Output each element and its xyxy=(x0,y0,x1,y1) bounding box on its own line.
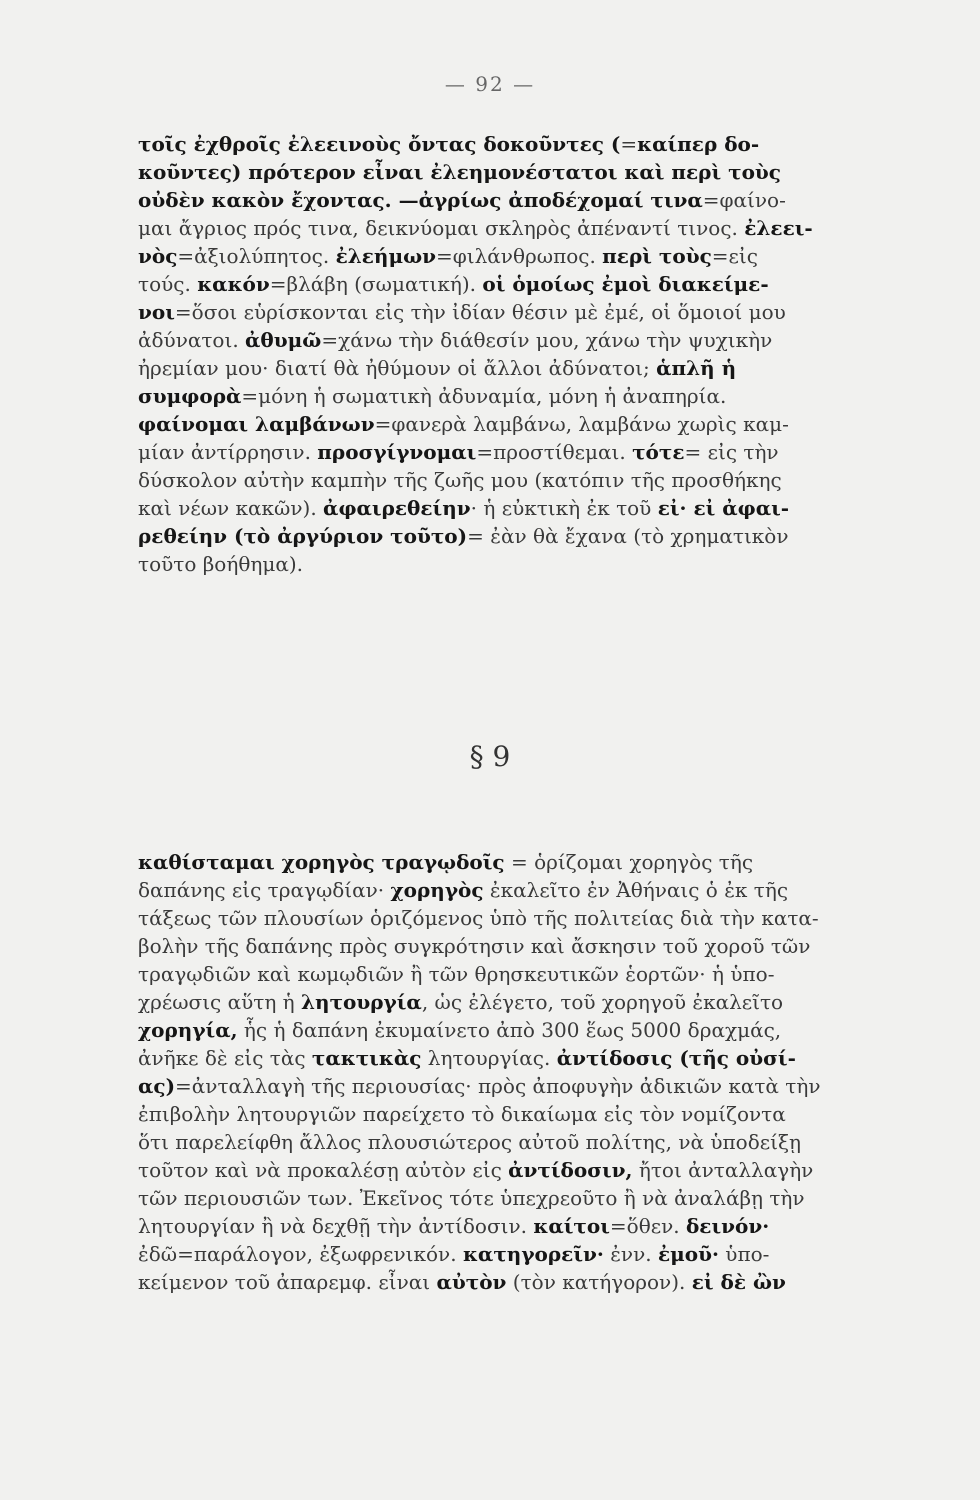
lemma-term: συμφορὰ xyxy=(138,384,242,408)
lemma-term: ἀθυμῶ xyxy=(245,328,322,352)
text-line xyxy=(138,1072,908,1100)
text-line xyxy=(138,1268,908,1296)
gloss-text: = ὁρίζομαι χορηγὸς τῆς xyxy=(504,850,754,874)
gloss-text: ἤτοι ἀνταλλαγὴν xyxy=(632,1158,814,1182)
text-line xyxy=(138,904,908,932)
gloss-text: μίαν ἀντίρρησιν. xyxy=(138,440,318,464)
commentary-block-2 xyxy=(138,848,908,1296)
text-line xyxy=(138,298,908,326)
lemma-term: κοῦντες) πρότερον εἶναι ἐλεημονέστατοι καὶ περὶ τοὺς xyxy=(138,160,781,184)
text-line xyxy=(138,1240,908,1268)
text-line xyxy=(138,466,908,494)
text-line xyxy=(138,1184,908,1212)
text-line xyxy=(138,1156,908,1184)
gloss-text: τάξεως τῶν πλουσίων ὁριζόμενος ὑπὸ τῆς πολιτείας διὰ τὴν κατα- xyxy=(138,906,819,930)
text-line xyxy=(138,214,908,242)
text-line xyxy=(138,494,908,522)
gloss-text: τούς. xyxy=(138,272,198,296)
text-line xyxy=(138,988,908,1016)
lemma-term: αὐτὸν xyxy=(436,1270,507,1294)
gloss-text: · ἡ εὐκτικὴ ἐκ τοῦ xyxy=(470,496,658,520)
lemma-term: καίπερ δο- xyxy=(637,132,760,156)
gloss-text: = εἰς τὴν xyxy=(684,440,779,464)
gloss-text: δύσκολον αὐτὴν καμπὴν τῆς ζωῆς μου (κατόπιν τῆς προσθήκης xyxy=(138,468,782,492)
text-line xyxy=(138,354,908,382)
gloss-text: =χάνω τὴν διάθεσίν μου, χάνω τὴν ψυχικὴν xyxy=(321,328,773,352)
lemma-term: ἁπλῆ ἡ xyxy=(656,356,737,380)
lemma-term: εἰ δὲ ὢν xyxy=(691,1270,786,1294)
gloss-text: =ἀξιολύπητος. xyxy=(177,244,336,268)
text-line xyxy=(138,876,908,904)
gloss-text: =μόνη ἡ σωματικὴ ἀδυναμία, μόνη ἡ ἀναπηρία. xyxy=(241,384,727,408)
text-line xyxy=(138,1212,908,1240)
text-line xyxy=(138,130,908,158)
text-line xyxy=(138,932,908,960)
gloss-text: ὅτι παρελείφθη ἄλλος πλουσιώτερος αὐτοῦ πολίτης, νὰ ὑποδείξῃ xyxy=(138,1130,801,1154)
lemma-term: χορηγὸς xyxy=(390,878,484,902)
gloss-text: =προστίθεμαι. xyxy=(476,440,633,464)
gloss-text: ἐπιβολὴν λητουργιῶν παρείχετο τὸ δικαίωμα εἰς τὸν νομίζοντα xyxy=(138,1102,786,1126)
text-line xyxy=(138,550,908,578)
text-line xyxy=(138,410,908,438)
gloss-text: ἀνῆκε δὲ εἰς τὰς xyxy=(138,1046,312,1070)
lemma-term: ας) xyxy=(138,1074,176,1098)
gloss-text: =φανερὰ λαμβάνω, λαμβάνω χωρὶς καμ- xyxy=(374,412,789,436)
lemma-term: ἀφαιρεθείην xyxy=(323,496,471,520)
lemma-term: οὐδὲν κακὸν ἔχοντας. —ἀγρίως ἀποδέχομαί τινα xyxy=(138,188,703,212)
gloss-text: κείμενον τοῦ ἀπαρεμφ. εἶναι xyxy=(138,1270,437,1294)
gloss-text: =ἀνταλλαγὴ τῆς περιουσίας· πρὸς ἀποφυγὴν ἀδικιῶν κατὰ τὴν xyxy=(175,1074,821,1098)
lemma-term: νοι xyxy=(138,300,175,324)
gloss-text: λητουργίας. xyxy=(421,1046,557,1070)
gloss-text: ὑπο- xyxy=(718,1242,770,1266)
text-line xyxy=(138,848,908,876)
lemma-term: νὸς xyxy=(138,244,178,268)
gloss-text: δαπάνης εἰς τραγῳδίαν· xyxy=(138,878,391,902)
text-line xyxy=(138,438,908,466)
section-heading: § 9 xyxy=(469,740,511,773)
lemma-term: χορηγία, xyxy=(138,1018,238,1042)
text-line xyxy=(138,326,908,354)
lemma-term: ἐμοῦ· xyxy=(657,1242,719,1266)
gloss-text: ἠρεμίαν μου· διατί θὰ ἠθύμουν οἱ ἄλλοι ἀδύνατοι; xyxy=(138,356,657,380)
commentary-block-1 xyxy=(138,130,908,578)
lemma-term: τοῖς ἐχθροῖς ἐλεεινοὺς ὄντας δοκοῦντες ( xyxy=(138,132,621,156)
lemma-term: εἰ· εἰ ἀφαι- xyxy=(657,496,790,520)
text-line xyxy=(138,1100,908,1128)
text-line xyxy=(138,1016,908,1044)
gloss-text: =βλάβη (σωματική). xyxy=(269,272,483,296)
text-line xyxy=(138,960,908,988)
lemma-term: καθίσταμαι χορηγὸς τραγῳδοῖς xyxy=(138,850,505,874)
text-line xyxy=(138,1044,908,1072)
gloss-text: =ὅθεν. xyxy=(609,1214,686,1238)
gloss-text: , ὡς ἐλέγετο, τοῦ χορηγοῦ ἐκαλεῖτο xyxy=(421,990,784,1014)
gloss-text: = ἐὰν θὰ ἔχανα (τὸ χρηματικὸν xyxy=(467,524,789,548)
lemma-term: φαίνομαι λαμβάνων xyxy=(138,412,375,436)
lemma-term: λητουργία xyxy=(301,990,422,1014)
lemma-term: καίτοι xyxy=(533,1214,610,1238)
gloss-text: = xyxy=(620,132,638,156)
gloss-text: =φιλάνθρωπος. xyxy=(436,244,603,268)
lemma-term: περὶ τοὺς xyxy=(602,244,712,268)
text-line xyxy=(138,186,908,214)
text-line xyxy=(138,242,908,270)
gloss-text: ἐδῶ=παράλογον, ἐξωφρενικόν. xyxy=(138,1242,463,1266)
lemma-term: τότε xyxy=(632,440,685,464)
lemma-term: οἱ ὁμοίως ἐμοὶ διακείμε- xyxy=(482,272,769,296)
text-line xyxy=(138,1128,908,1156)
lemma-term: ἀντίδοσιν, xyxy=(508,1158,633,1182)
gloss-text: βολὴν τῆς δαπάνης πρὸς συγκρότησιν καὶ ἄσκησιν τοῦ χοροῦ τῶν xyxy=(138,934,811,958)
lemma-term: ἐλεει- xyxy=(744,216,813,240)
text-line xyxy=(138,522,908,550)
gloss-text: ἀδύνατοι. xyxy=(138,328,246,352)
lemma-term: κατηγορεῖν· xyxy=(462,1242,604,1266)
gloss-text: τοῦτο βοήθημα). xyxy=(138,552,303,576)
lemma-term: τακτικὰς xyxy=(311,1046,422,1070)
text-line xyxy=(138,158,908,186)
gloss-text: τραγῳδιῶν καὶ κωμῳδιῶν ἢ τῶν θρησκευτικῶν ἑορτῶν· ἡ ὑπο- xyxy=(138,962,775,986)
lemma-term: κακόν xyxy=(197,272,270,296)
gloss-text: χρέωσις αὕτη ἡ xyxy=(138,990,302,1014)
text-line xyxy=(138,270,908,298)
gloss-text: (τὸν κατήγορον). xyxy=(506,1270,692,1294)
page-number: — 92 — xyxy=(444,72,536,96)
gloss-text: ἐκαλεῖτο ἐν Ἀθήναις ὁ ἐκ τῆς xyxy=(483,878,789,902)
lemma-term: δεινόν· xyxy=(685,1214,770,1238)
gloss-text: μαι ἄγριος πρός τινα, δεικνύομαι σκληρὸς ἀπέναντί τινος. xyxy=(138,216,745,240)
gloss-text: καὶ νέων κακῶν). xyxy=(138,496,324,520)
lemma-term: ρεθείην (τὸ ἀργύριον τοῦτο) xyxy=(138,524,468,548)
lemma-term: προσγίγνομαι xyxy=(317,440,477,464)
gloss-text: ἧς ἡ δαπάνη ἐκυμαίνετο ἀπὸ 300 ἕως 5000 δραχμάς, xyxy=(237,1018,782,1042)
gloss-text: λητουργίαν ἢ νὰ δεχθῇ τὴν ἀντίδοσιν. xyxy=(138,1214,534,1238)
lemma-term: ἐλεήμων xyxy=(335,244,437,268)
gloss-text: =εἰς xyxy=(711,244,758,268)
gloss-text: =ὅσοι εὑρίσκονται εἰς τὴν ἰδίαν θέσιν μὲ ἐμέ, οἱ ὅμοιοί μου xyxy=(174,300,786,324)
gloss-text: τοῦτον καὶ νὰ προκαλέσῃ αὐτὸν εἰς xyxy=(138,1158,509,1182)
gloss-text: =φαίνο- xyxy=(702,188,786,212)
gloss-text: ἐνν. xyxy=(603,1242,658,1266)
gloss-text: τῶν περιουσιῶν των. Ἐκεῖνος τότε ὑπεχρεοῦτο ἢ νὰ ἀναλάβῃ τὴν xyxy=(138,1186,805,1210)
text-line xyxy=(138,382,908,410)
lemma-term: ἀντίδοσις (τῆς οὐσί- xyxy=(556,1046,796,1070)
